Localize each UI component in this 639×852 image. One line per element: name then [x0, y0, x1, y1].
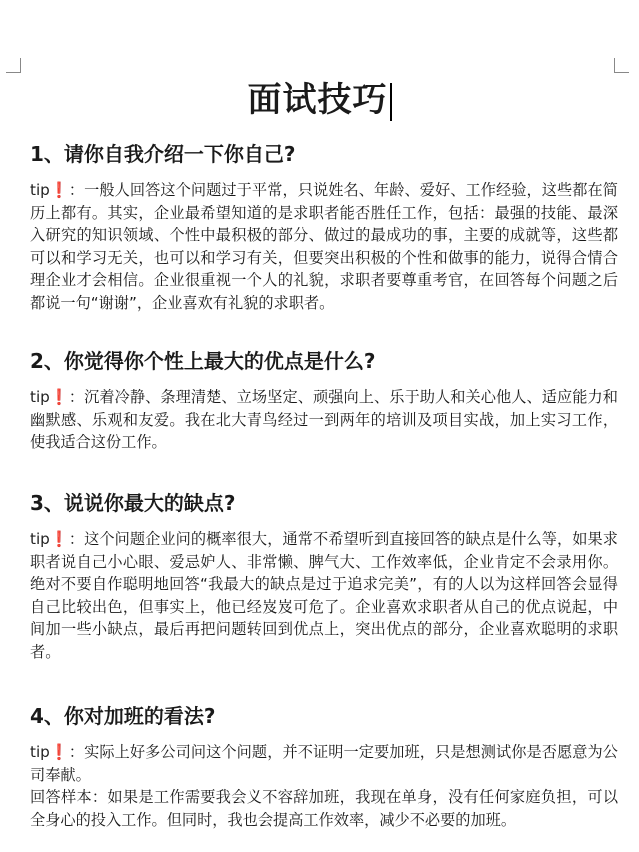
page-title-text: 面试技巧	[247, 80, 388, 120]
tip-4	[30, 741, 618, 786]
tip-label: tip	[30, 530, 50, 548]
question-2: 2、你觉得你个性上最大的优点是什么?	[30, 349, 376, 373]
tip-3	[30, 528, 618, 663]
exclamation-icon: ❗	[49, 388, 69, 406]
answer-sample-4: 回答样本：如果是工作需要我会义不容辞加班，我现在单身，没有任何家庭负担，可以全身心的投入工作。但同时，我也会提高工作效率，减少不必要的加班。	[30, 788, 618, 829]
tip-label: tip	[30, 388, 50, 406]
exclamation-icon: ❗	[49, 530, 69, 548]
page-corner-mark-left	[6, 58, 21, 73]
tip-label: tip	[30, 181, 50, 199]
page-corner-mark-right	[614, 58, 629, 73]
tip-2	[30, 386, 618, 454]
section-1	[30, 138, 618, 314]
section-4	[30, 700, 618, 831]
section-3	[30, 487, 618, 663]
tip-text-1: ：一般人回答这个问题过于平常，只说姓名、年龄、爱好、工作经验，这些都在简历上都有。其实，企业最希望知道的是求职者能否胜任工作，包括：最强的技能、最深入研究的知识领域、个性中最积极的部分、做过的最成功的事，主要的成就等，这些都可以和学习无关，也可以和学习有关，但要突出积极的个性和做事的能力，说得合情合理企业才会相信。企业很重视一个人的礼貌，求职者要尊重考官，在回答每个问题之后都说一句“谢谢”，企业喜欢有礼貌的求职者。	[30, 181, 618, 312]
tip-label: tip	[30, 743, 50, 761]
section-2	[30, 345, 618, 454]
tip-text-4: ：实际上好多公司问这个问题，并不证明一定要加班，只是想测试你是否愿意为公司奉献。	[30, 743, 618, 784]
tip-1	[30, 179, 618, 314]
text-cursor	[390, 83, 392, 121]
exclamation-icon: ❗	[49, 181, 69, 199]
question-1: 1、请你自我介绍一下你自己?	[30, 142, 296, 166]
page-title	[0, 72, 639, 121]
question-3: 3、说说你最大的缺点?	[30, 491, 236, 515]
exclamation-icon: ❗	[49, 743, 69, 761]
tip-text-3: ：这个问题企业问的概率很大，通常不希望听到直接回答的缺点是什么等，如果求职者说自己小心眼、爱忌妒人、非常懒、脾气大、工作效率低，企业肯定不会录用你。绝对不要自作聪明地回答“我最大的缺点是过于追求完美”，有的人以为这样回答会显得自己比较出色，但事实上，他已经岌岌可危了。企业喜欢求职者从自己的优点说起，中间加一些小缺点，最后再把问题转回到优点上，突出优点的部分，企业喜欢聪明的求职者。	[30, 530, 618, 661]
question-4: 4、你对加班的看法?	[30, 704, 216, 728]
tip-text-2: ：沉着冷静、条理清楚、立场坚定、顽强向上、乐于助人和关心他人、适应能力和幽默感、乐观和友爱。我在北大青鸟经过一到两年的培训及项目实战，加上实习工作，使我适合这份工作。	[30, 388, 618, 451]
